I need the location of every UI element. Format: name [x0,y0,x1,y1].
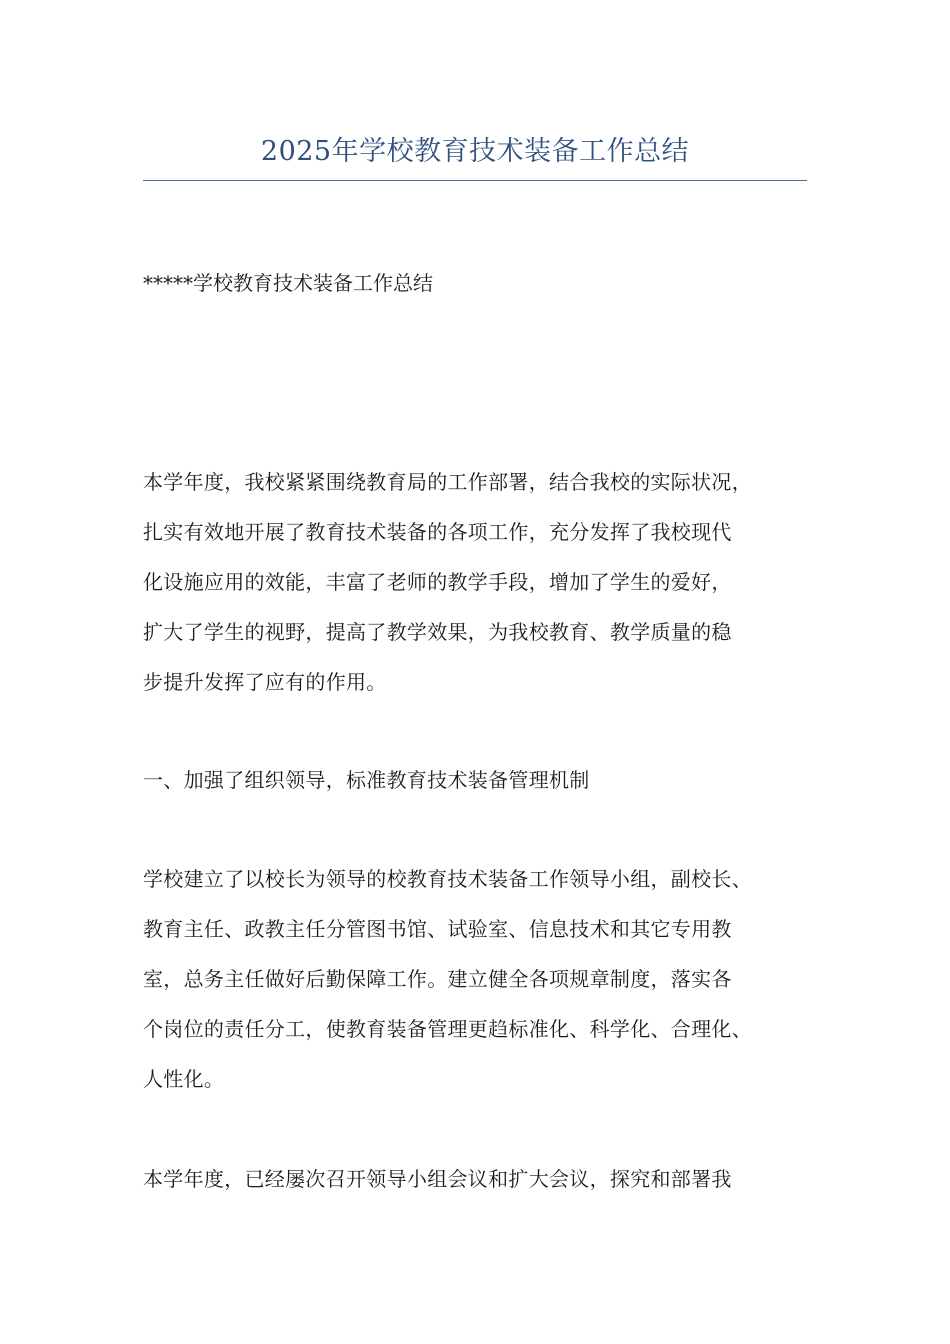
paragraph-1-line-1: 本学年度，我校紧紧围绕教育局的工作部署，结合我校的实际状况， [143,470,752,494]
paragraph-2-line-4: 个岗位的责任分工，使教育装备管理更趋标准化、科学化、合理化、 [143,1017,752,1041]
section-heading-1: 一、加强了组织领导，标准教育技术装备管理机制 [143,768,590,792]
paragraph-1-line-2: 扎实有效地开展了教育技术装备的各项工作，充分发挥了我校现代 [143,520,732,544]
paragraph-2-line-1: 学校建立了以校长为领导的校教育技术装备工作领导小组，副校长、 [143,867,752,891]
paragraph-3-line-1: 本学年度，已经屡次召开领导小组会议和扩大会议，探究和部署我 [143,1167,732,1191]
title-underline [143,180,807,181]
paragraph-2-line-2: 教育主任、政教主任分管图书馆、试验室、信息技术和其它专用教 [143,917,732,941]
paragraph-1-line-4: 扩大了学生的视野，提高了教学效果，为我校教育、教学质量的稳 [143,620,732,644]
document-subtitle: *****学校教育技术装备工作总结 [143,271,433,295]
document-title: 2025年学校教育技术装备工作总结 [260,136,690,167]
paragraph-2-line-5: 人性化。 [143,1067,225,1091]
paragraph-2-line-3: 室，总务主任做好后勤保障工作。建立健全各项规章制度，落实各 [143,967,732,991]
paragraph-1-line-3: 化设施应用的效能，丰富了老师的教学手段，增加了学生的爱好， [143,570,732,594]
paragraph-1-line-5: 步提升发挥了应有的作用。 [143,670,387,694]
